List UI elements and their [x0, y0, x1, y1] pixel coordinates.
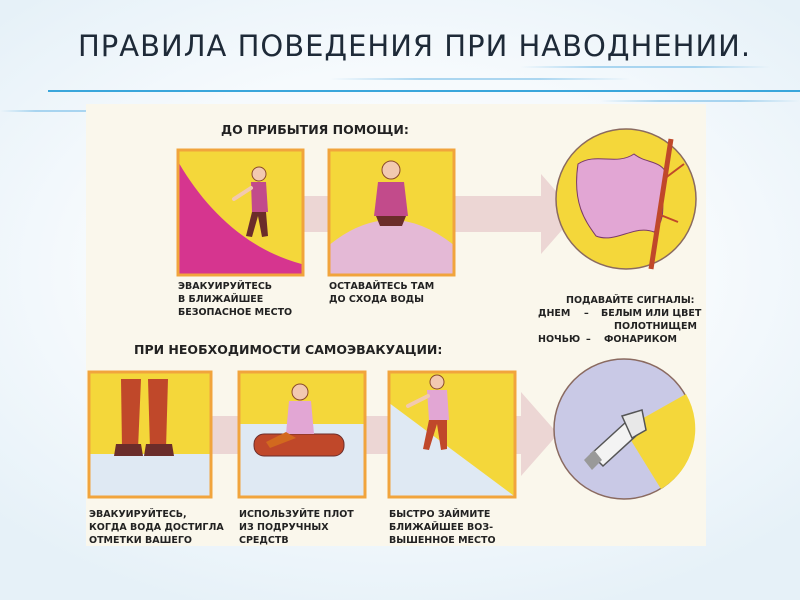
- panel-evacuate: [178, 150, 303, 275]
- signals-day-text-2: ПОЛОТНИЩЕМ: [614, 321, 697, 332]
- signals-dash-night: –: [586, 334, 591, 345]
- signals-heading: ПОДАВАЙТЕ СИГНАЛЫ:: [566, 295, 695, 306]
- signals-night-label: НОЧЬЮ: [538, 334, 581, 345]
- panel-water-level: [89, 372, 211, 497]
- flood-rules-poster: [86, 104, 706, 546]
- signals-dash-day: –: [584, 308, 589, 319]
- signals-day-label: ДНЕМ: [538, 308, 571, 319]
- caption-panel-evacuate: ЭВАКУИРУЙТЕСЬ В БЛИЖАЙШЕЕ БЕЗОПАСНОЕ МЕСТО: [178, 281, 293, 318]
- decor-streak: [600, 100, 800, 102]
- panel-high-place: [389, 372, 515, 497]
- slide-title: ПРАВИЛА ПОВЕДЕНИЯ ПРИ НАВОДНЕНИИ.: [78, 30, 752, 63]
- panel-raft: [239, 372, 365, 497]
- caption-panel-stay: ОСТАВАЙТЕСЬ ТАМ ДО СХОДА ВОДЫ: [329, 281, 435, 305]
- caption-panel-high-place: БЫСТРО ЗАЙМИТЕ БЛИЖАЙШЕЕ ВОЗ- ВЫШЕННОЕ МЕСТО: [389, 509, 496, 546]
- panel-signal-day: [556, 129, 696, 269]
- panel-stay: [329, 150, 454, 275]
- white-cloth: [577, 154, 668, 238]
- caption-panel-raft: ИСПОЛЬЗУЙТЕ ПЛОТ ИЗ ПОДРУЧНЫХ СРЕДСТВ: [239, 509, 354, 546]
- poster-illustration: [86, 104, 706, 546]
- signals-day-text: БЕЛЫМ ИЛИ ЦВЕТ: [601, 308, 702, 319]
- title-underline: [48, 90, 800, 92]
- section-heading-self-evacuation: ПРИ НЕОБХОДИМОСТИ САМОЭВАКУАЦИИ:: [134, 342, 443, 357]
- panel-signal-night: [554, 359, 695, 499]
- signals-night-text: ФОНАРИКОМ: [604, 334, 678, 345]
- caption-panel-water-level: ЭВАКУИРУЙТЕСЬ, КОГДА ВОДА ДОСТИГЛА ОТМЕТКИ ВАШЕГО: [89, 509, 224, 546]
- section-heading-before-help: ДО ПРИБЫТИЯ ПОМОЩИ:: [221, 122, 409, 137]
